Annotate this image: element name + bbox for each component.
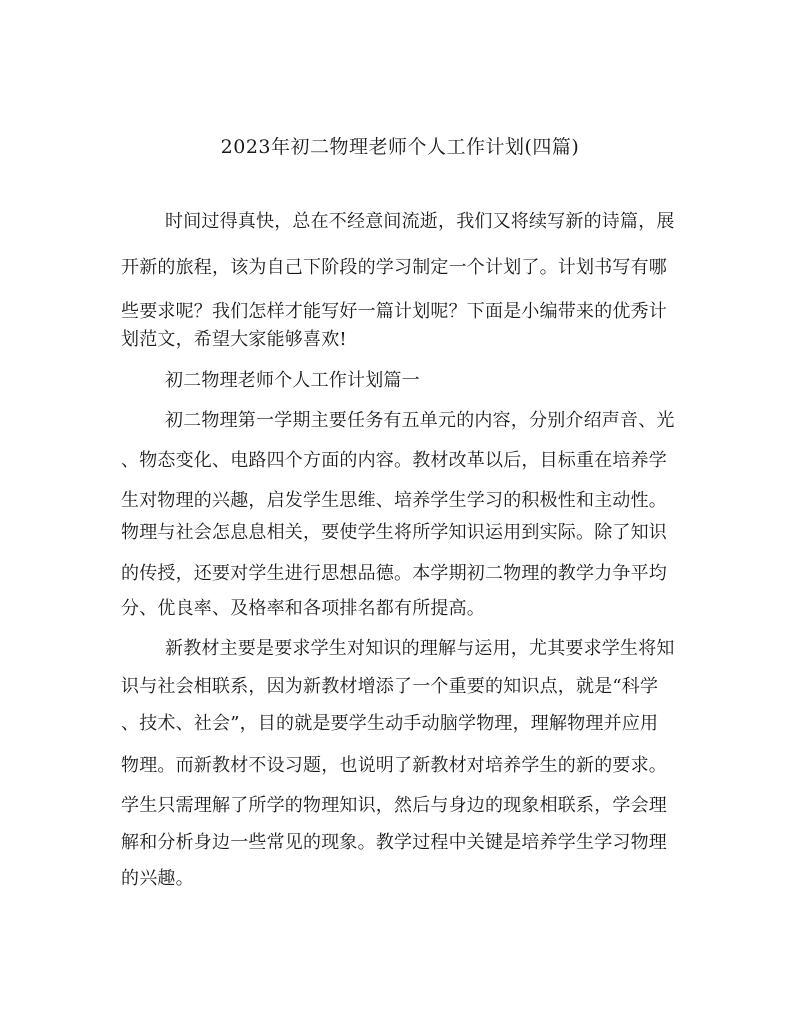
paragraph-line: 学生只需理解了所学的物理知识，然后与身边的现象相联系，学会理 (121, 795, 667, 816)
section-heading: 初二物理老师个人工作计划篇一 (165, 370, 420, 391)
intro-line: 开新的旅程，该为自己下阶段的学习制定一个计划了。计划书写有哪 (121, 257, 667, 278)
paragraph-line: 新教材主要是要求学生对知识的理解与运用，尤其要求学生将知 (165, 638, 675, 659)
paragraph-line: 分、优良率、及格率和各项排名都有所提高。 (121, 598, 485, 619)
paragraph-line: 解和分析身边一些常见的现象。教学过程中关键是培养学生学习物理 (121, 832, 667, 853)
paragraph-line: 、技术、社会”，目的就是要学生动手动脑学物理，理解物理并应用 (121, 713, 659, 734)
paragraph-line: 、物态变化、电路四个方面的内容。教材改革以后，目标重在培养学 (121, 450, 667, 471)
paragraph-line: 的传授，还要对学生进行思想品德。本学期初二物理的教学力争平均 (121, 563, 667, 584)
intro-line: 划范文，希望大家能够喜欢! (121, 329, 347, 350)
paragraph-line: 物理与社会怎息息相关，要使学生将所学知识运用到实际。除了知识 (121, 522, 667, 543)
paragraph-line: 生对物理的兴趣，启发学生思维、培养学生学习的积极性和主动性。 (121, 490, 667, 511)
intro-line: 些要求呢？我们怎样才能写好一篇计划呢？下面是小编带来的优秀计 (121, 301, 667, 322)
paragraph-line: 识与社会相联系，因为新教材增添了一个重要的知识点，就是“科学 (121, 676, 659, 697)
intro-line: 时间过得真快，总在不经意间流逝，我们又将续写新的诗篇，展 (165, 211, 675, 232)
paragraph-line: 初二物理第一学期主要任务有五单元的内容，分别介绍声音、光 (165, 410, 675, 431)
paragraph-line: 的兴趣。 (121, 868, 194, 889)
document-title: 2023年初二物理老师个人工作计划(四篇) (220, 136, 580, 158)
paragraph-line: 物理。而新教材不设习题，也说明了新教材对培养学生的新的要求。 (121, 755, 667, 776)
